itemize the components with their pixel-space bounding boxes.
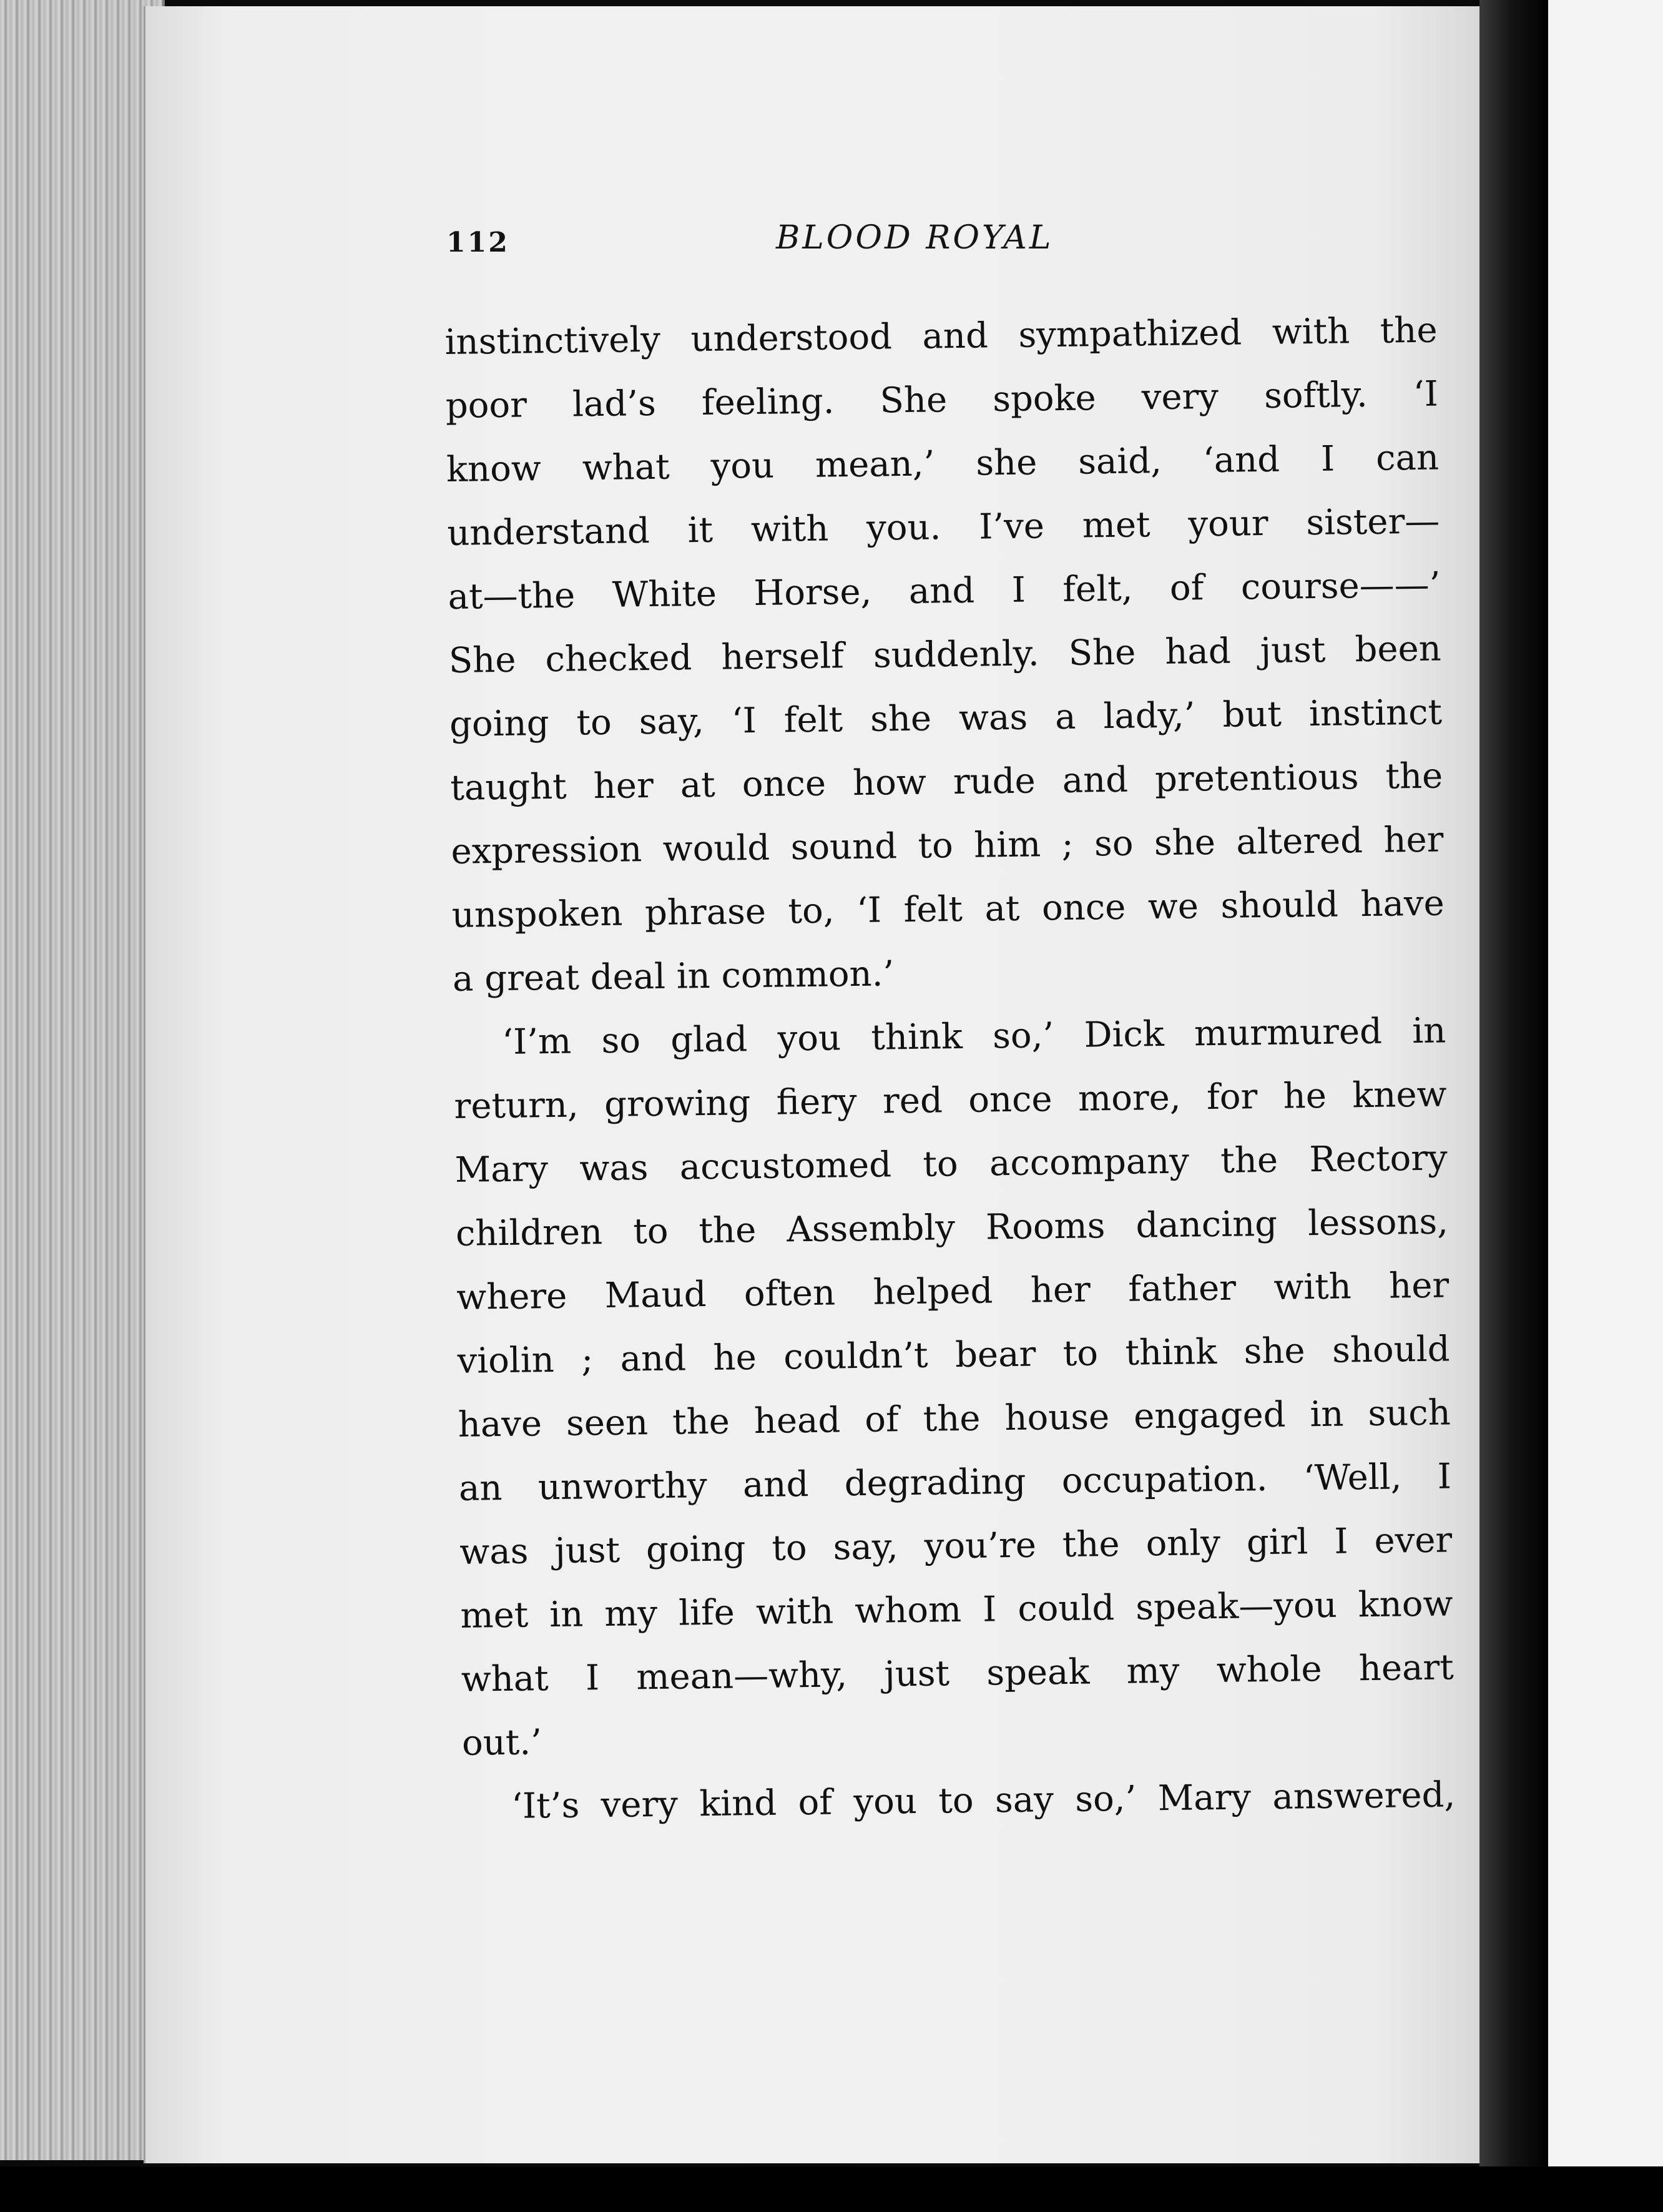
running-head <box>446 208 1426 270</box>
text-line: what I mean—why, just speak my whole heart <box>461 1647 1455 1700</box>
text-line: going to say, ‘I felt she was a lady,’ but instinct <box>449 692 1443 745</box>
text-line: violin ; and he couldn’t bear to think she should <box>457 1329 1450 1382</box>
text-line: was just going to say, you’re the only girl I ever <box>459 1520 1453 1573</box>
text-line: at—the White Horse, and I felt, of course——’ <box>448 564 1441 617</box>
facing-page <box>1548 0 1663 2166</box>
text-line: know what you mean,’ she said, ‘and I can <box>446 437 1440 490</box>
text-line: ‘I’m so glad you think so,’ Dick murmured in <box>501 1010 1446 1063</box>
text-line: instinctively understood and sympathized with the <box>444 310 1438 363</box>
text-line: a great deal in common.’ <box>452 953 895 1000</box>
text-line: understand it with you. I’ve met your sister— <box>446 501 1440 554</box>
gutter-shadow <box>1479 0 1548 2166</box>
stacked-page-edges <box>0 0 165 2160</box>
page-number: 112 <box>446 227 509 258</box>
text-line: poor lad’s feeling. She spoke very softly. ‘I <box>445 373 1439 426</box>
text-line: ‘It’s very kind of you to say so,’ Mary answered, <box>511 1774 1456 1827</box>
text-line: where Maud often helped her father with her <box>456 1265 1450 1318</box>
text-line: return, growing fiery red once more, for he knew <box>454 1074 1447 1127</box>
text-line: expression would sound to him ; so she altered her <box>451 819 1444 872</box>
body-text <box>444 299 1456 1839</box>
text-line: She checked herself suddenly. She had just been <box>448 628 1442 681</box>
text-line: taught her at once how rude and pretentious the <box>449 755 1443 809</box>
text-line: out.’ <box>461 1722 542 1764</box>
text-line: met in my life with whom I could speak—you know <box>460 1583 1453 1636</box>
text-line: children to the Assembly Rooms dancing lessons, <box>455 1201 1449 1254</box>
running-title: BLOOD ROYAL <box>776 219 1054 257</box>
text-line: unspoken phrase to, ‘I felt at once we should have <box>451 883 1445 936</box>
scan-border <box>0 2166 1663 2212</box>
text-line: an unworthy and degrading occupation. ‘Well, I <box>458 1456 1452 1509</box>
text-line: have seen the head of the house engaged in such <box>458 1392 1451 1445</box>
text-line: Mary was accustomed to accompany the Rectory <box>454 1138 1448 1191</box>
